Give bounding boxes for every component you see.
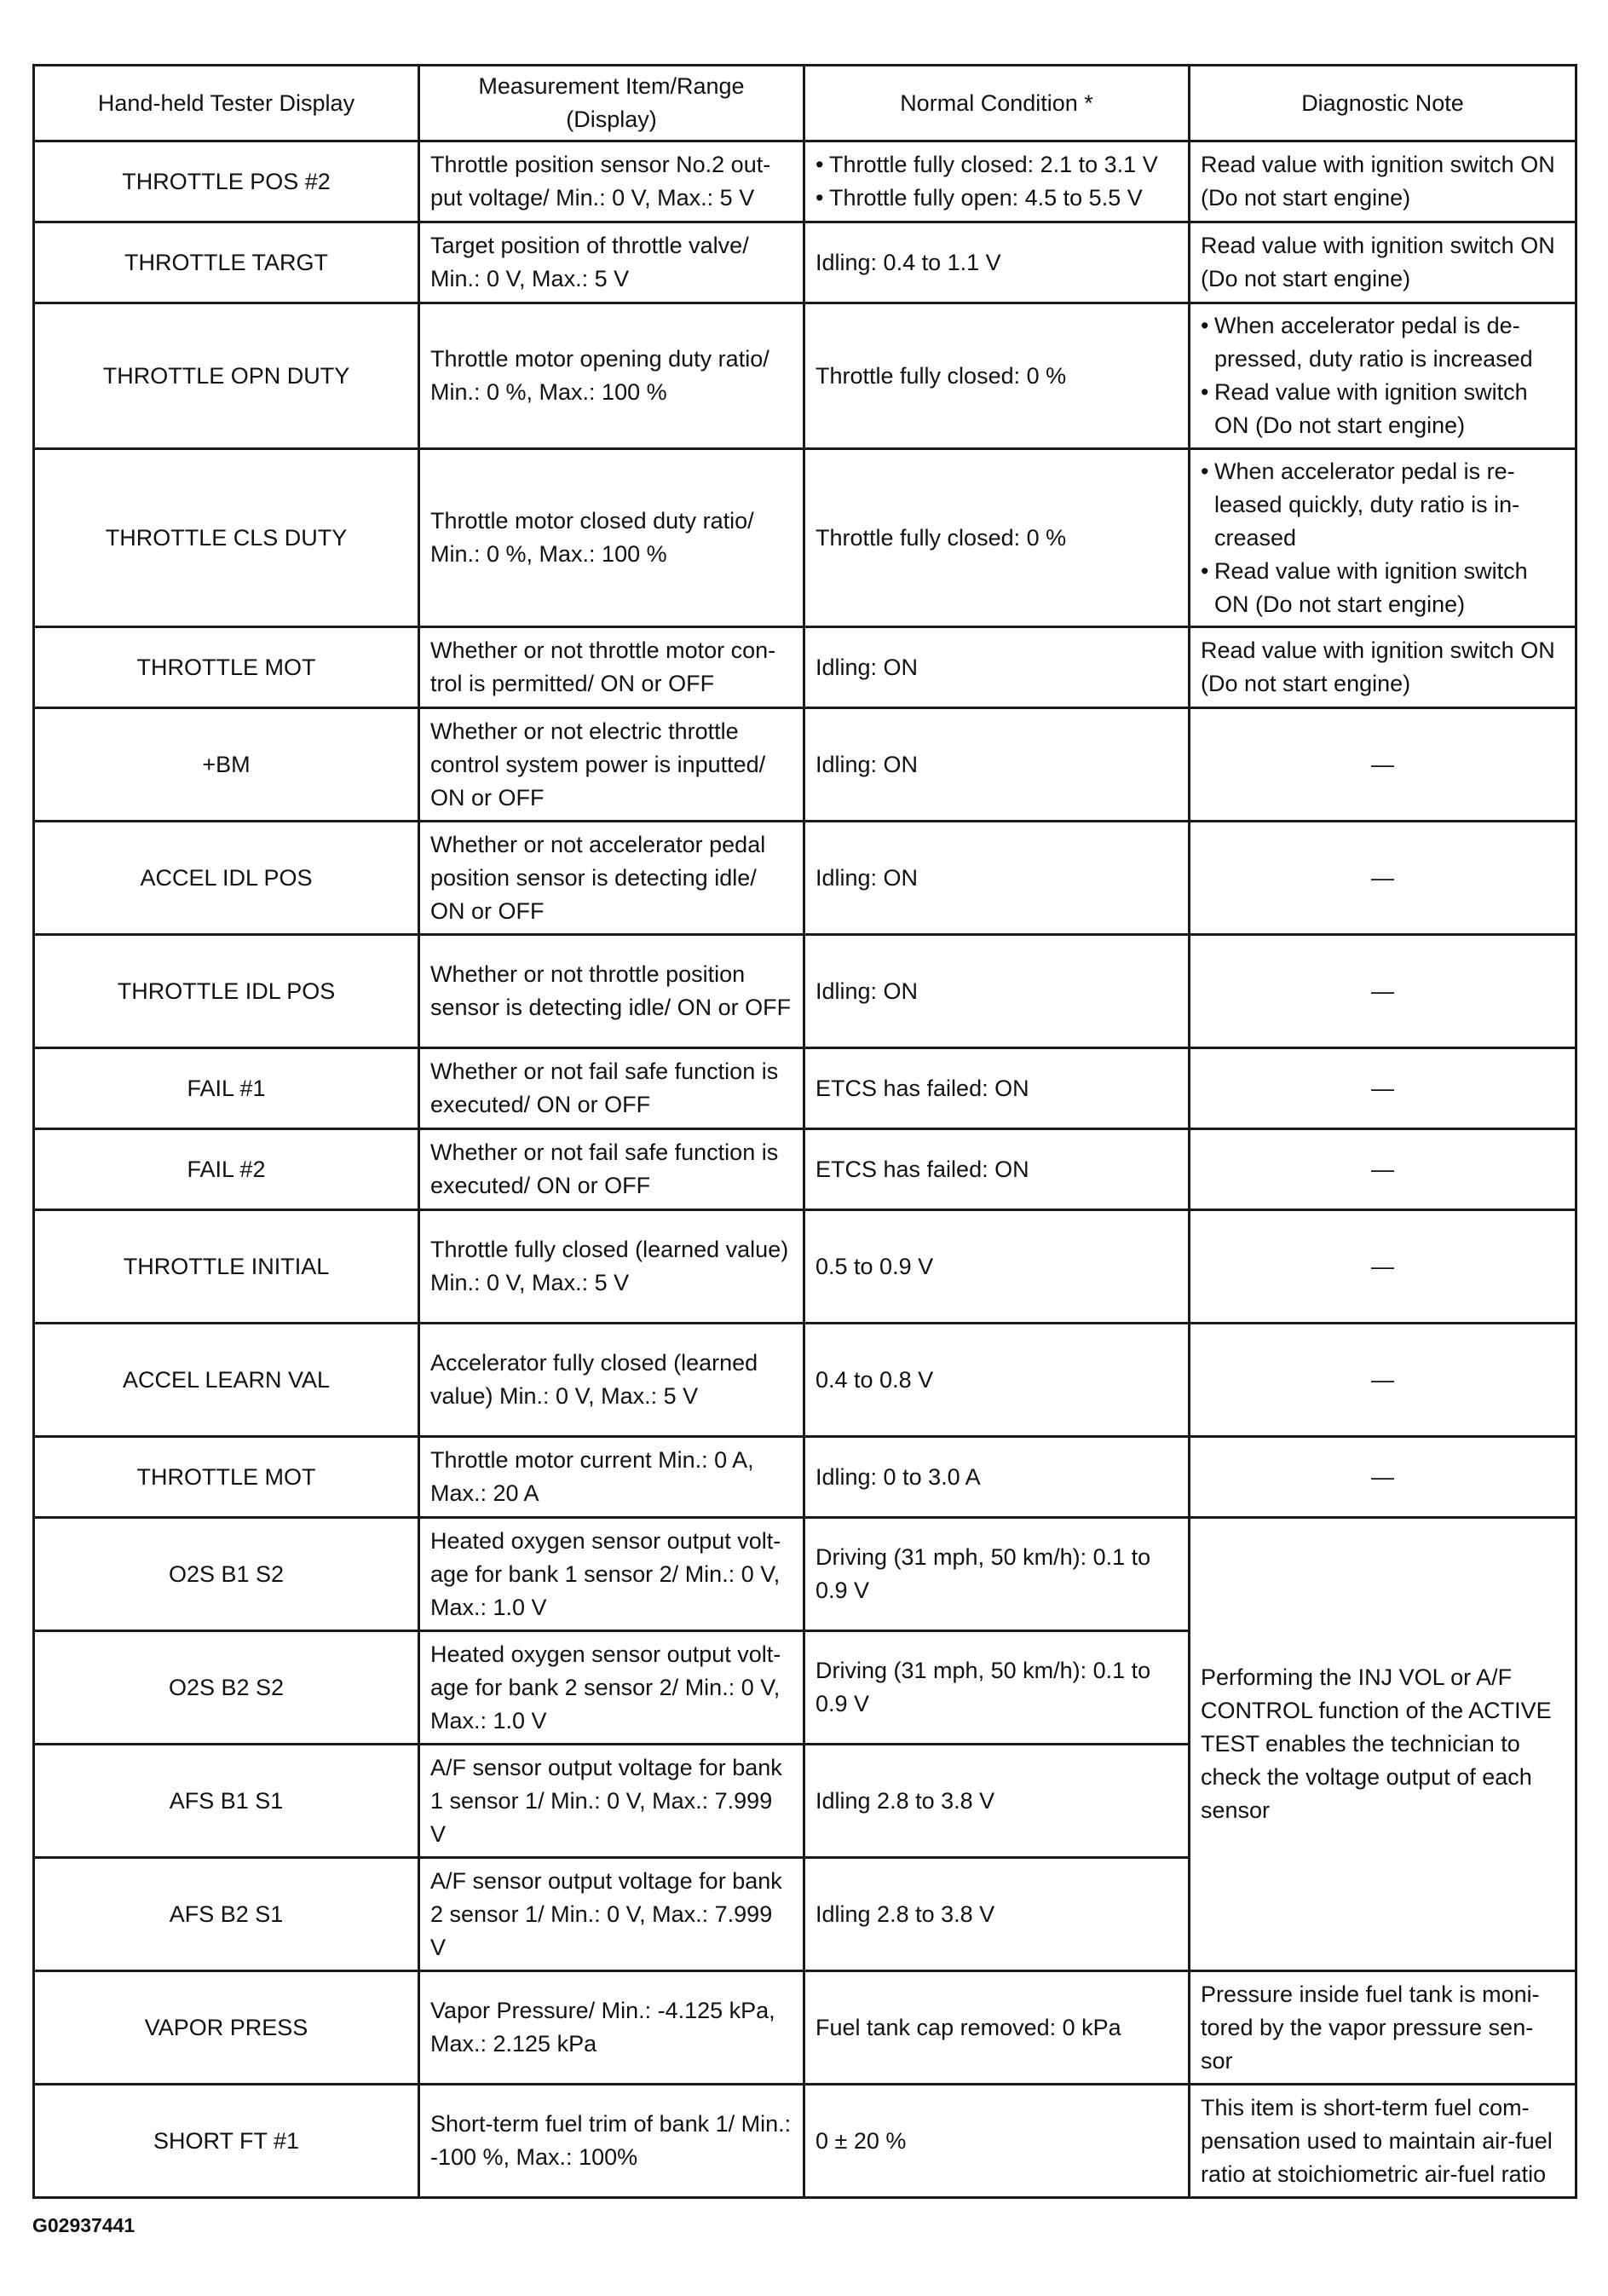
note-cell: Read value with ignition switch ON (Do not start engine) [1190,141,1576,222]
measurement-cell: Whether or not fail safe function is executed/ ON or OFF [419,1048,804,1129]
col-header-note: Diagnostic Note [1190,66,1576,141]
condition-cell: Driving (31 mph, 50 km/h): 0.1 to 0.9 V [804,1631,1190,1745]
display-cell: AFS B1 S1 [34,1745,419,1858]
bullet-item: • When accelerator pedal is de-pressed, duty ratio is increased [1201,309,1565,376]
display-cell: THROTTLE MOT [34,1437,419,1518]
display-cell: FAIL #2 [34,1129,419,1210]
display-cell: SHORT FT #1 [34,2085,419,2198]
measurement-cell: Whether or not accelerator pedal position sensor is detecting idle/ ON or OFF [419,822,804,935]
condition-cell: Driving (31 mph, 50 km/h): 0.1 to 0.9 V [804,1518,1190,1631]
display-cell: FAIL #1 [34,1048,419,1129]
display-cell: +BM [34,708,419,822]
bullet-list [816,148,1178,215]
table-row [34,141,1576,222]
note-cell: — [1190,708,1576,822]
measurement-cell: A/F sensor output voltage for bank 2 sensor 1/ Min.: 0 V, Max.: 7.999 V [419,1858,804,1971]
table-row [34,935,1576,1048]
measurement-cell: Heated oxygen sensor output volt-age for bank 1 sensor 2/ Min.: 0 V, Max.: 1.0 V [419,1518,804,1631]
note-cell [1190,303,1576,449]
measurement-cell: Throttle position sensor No.2 out-put voltage/ Min.: 0 V, Max.: 5 V [419,141,804,222]
table-row [34,708,1576,822]
condition-cell: Throttle fully closed: 0 % [804,449,1190,627]
note-cell: — [1190,935,1576,1048]
condition-cell [804,141,1190,222]
condition-cell: Fuel tank cap removed: 0 kPa [804,1971,1190,2085]
measurement-cell: A/F sensor output voltage for bank 1 sensor 1/ Min.: 0 V, Max.: 7.999 V [419,1745,804,1858]
condition-cell: Idling: ON [804,822,1190,935]
display-cell: AFS B2 S1 [34,1858,419,1971]
measurement-cell: Heated oxygen sensor output volt-age for bank 2 sensor 2/ Min.: 0 V, Max.: 1.0 V [419,1631,804,1745]
col-header-display: Hand-held Tester Display [34,66,419,141]
note-cell: — [1190,822,1576,935]
table-row [34,2085,1576,2198]
note-cell: — [1190,1437,1576,1518]
note-cell: Read value with ignition switch ON (Do not start engine) [1190,627,1576,708]
note-cell: This item is short-term fuel com-pensation used to maintain air-fuel ratio at stoichiometric air-fuel ratio [1190,2085,1576,2198]
condition-cell: 0.4 to 0.8 V [804,1324,1190,1437]
tester-data-table [32,64,1577,2199]
bullet-item: • Throttle fully closed: 2.1 to 3.1 V [816,148,1178,182]
measurement-cell: Short-term fuel trim of bank 1/ Min.: -100 %, Max.: 100% [419,2085,804,2198]
table-row [34,1324,1576,1437]
condition-cell: ETCS has failed: ON [804,1129,1190,1210]
measurement-cell: Whether or not fail safe function is executed/ ON or OFF [419,1129,804,1210]
shared-note-cell: Performing the INJ VOL or A/F CONTROL function of the ACTIVE TEST enables the technician to check the voltage output of each sensor [1190,1518,1576,1971]
table-row [34,1129,1576,1210]
table-row [34,449,1576,627]
note-cell: — [1190,1129,1576,1210]
display-cell: O2S B2 S2 [34,1631,419,1745]
display-cell: O2S B1 S2 [34,1518,419,1631]
col-header-measurement: Measurement Item/Range (Display) [419,66,804,141]
table-row [34,222,1576,303]
table-row [34,1048,1576,1129]
table-row [34,1437,1576,1518]
measurement-cell: Whether or not throttle motor con-trol is permitted/ ON or OFF [419,627,804,708]
condition-cell: 0 ± 20 % [804,2085,1190,2198]
condition-cell: Idling: ON [804,627,1190,708]
measurement-cell: Throttle motor current Min.: 0 A, Max.: 20 A [419,1437,804,1518]
table-row [34,822,1576,935]
display-cell: THROTTLE OPN DUTY [34,303,419,449]
bullet-item: • When accelerator pedal is re-leased quickly, duty ratio is in-creased [1201,455,1565,555]
note-cell: — [1190,1210,1576,1324]
condition-cell: ETCS has failed: ON [804,1048,1190,1129]
bullet-list [1201,309,1565,442]
table-row [34,1210,1576,1324]
table-row [34,303,1576,449]
measurement-cell: Whether or not electric throttle control system power is inputted/ ON or OFF [419,708,804,822]
note-cell: — [1190,1048,1576,1129]
display-cell: ACCEL IDL POS [34,822,419,935]
display-cell: VAPOR PRESS [34,1971,419,2085]
measurement-cell: Accelerator fully closed (learned value) Min.: 0 V, Max.: 5 V [419,1324,804,1437]
condition-cell: Idling 2.8 to 3.8 V [804,1858,1190,1971]
measurement-cell: Throttle motor closed duty ratio/ Min.: 0 %, Max.: 100 % [419,449,804,627]
measurement-cell: Throttle fully closed (learned value) Min.: 0 V, Max.: 5 V [419,1210,804,1324]
note-cell: Read value with ignition switch ON (Do not start engine) [1190,222,1576,303]
bullet-item: • Throttle fully open: 4.5 to 5.5 V [816,182,1178,215]
figure-id: G02937441 [32,2214,135,2236]
bullet-item: • Read value with ignition switch ON (Do not start engine) [1201,555,1565,621]
note-cell: — [1190,1324,1576,1437]
condition-cell: Throttle fully closed: 0 % [804,303,1190,449]
table-row [34,627,1576,708]
display-cell: THROTTLE MOT [34,627,419,708]
display-cell: ACCEL LEARN VAL [34,1324,419,1437]
display-cell: THROTTLE IDL POS [34,935,419,1048]
bullet-item: • Read value with ignition switch ON (Do not start engine) [1201,376,1565,442]
display-cell: THROTTLE TARGT [34,222,419,303]
condition-cell: Idling: ON [804,935,1190,1048]
measurement-cell: Vapor Pressure/ Min.: -4.125 kPa, Max.: 2.125 kPa [419,1971,804,2085]
table-row [34,1971,1576,2085]
display-cell: THROTTLE CLS DUTY [34,449,419,627]
measurement-cell: Target position of throttle valve/ Min.: 0 V, Max.: 5 V [419,222,804,303]
display-cell: THROTTLE INITIAL [34,1210,419,1324]
header-row [34,66,1576,141]
condition-cell: Idling: 0.4 to 1.1 V [804,222,1190,303]
condition-cell: Idling: ON [804,708,1190,822]
condition-cell: 0.5 to 0.9 V [804,1210,1190,1324]
bullet-list [1201,455,1565,621]
table-row [34,1518,1576,1631]
display-cell: THROTTLE POS #2 [34,141,419,222]
condition-cell: Idling: 0 to 3.0 A [804,1437,1190,1518]
condition-cell: Idling 2.8 to 3.8 V [804,1745,1190,1858]
measurement-cell: Whether or not throttle position sensor is detecting idle/ ON or OFF [419,935,804,1048]
measurement-cell: Throttle motor opening duty ratio/ Min.: 0 %, Max.: 100 % [419,303,804,449]
note-cell [1190,449,1576,627]
note-cell: Pressure inside fuel tank is moni-tored by the vapor pressure sen-sor [1190,1971,1576,2085]
col-header-condition: Normal Condition * [804,66,1190,141]
